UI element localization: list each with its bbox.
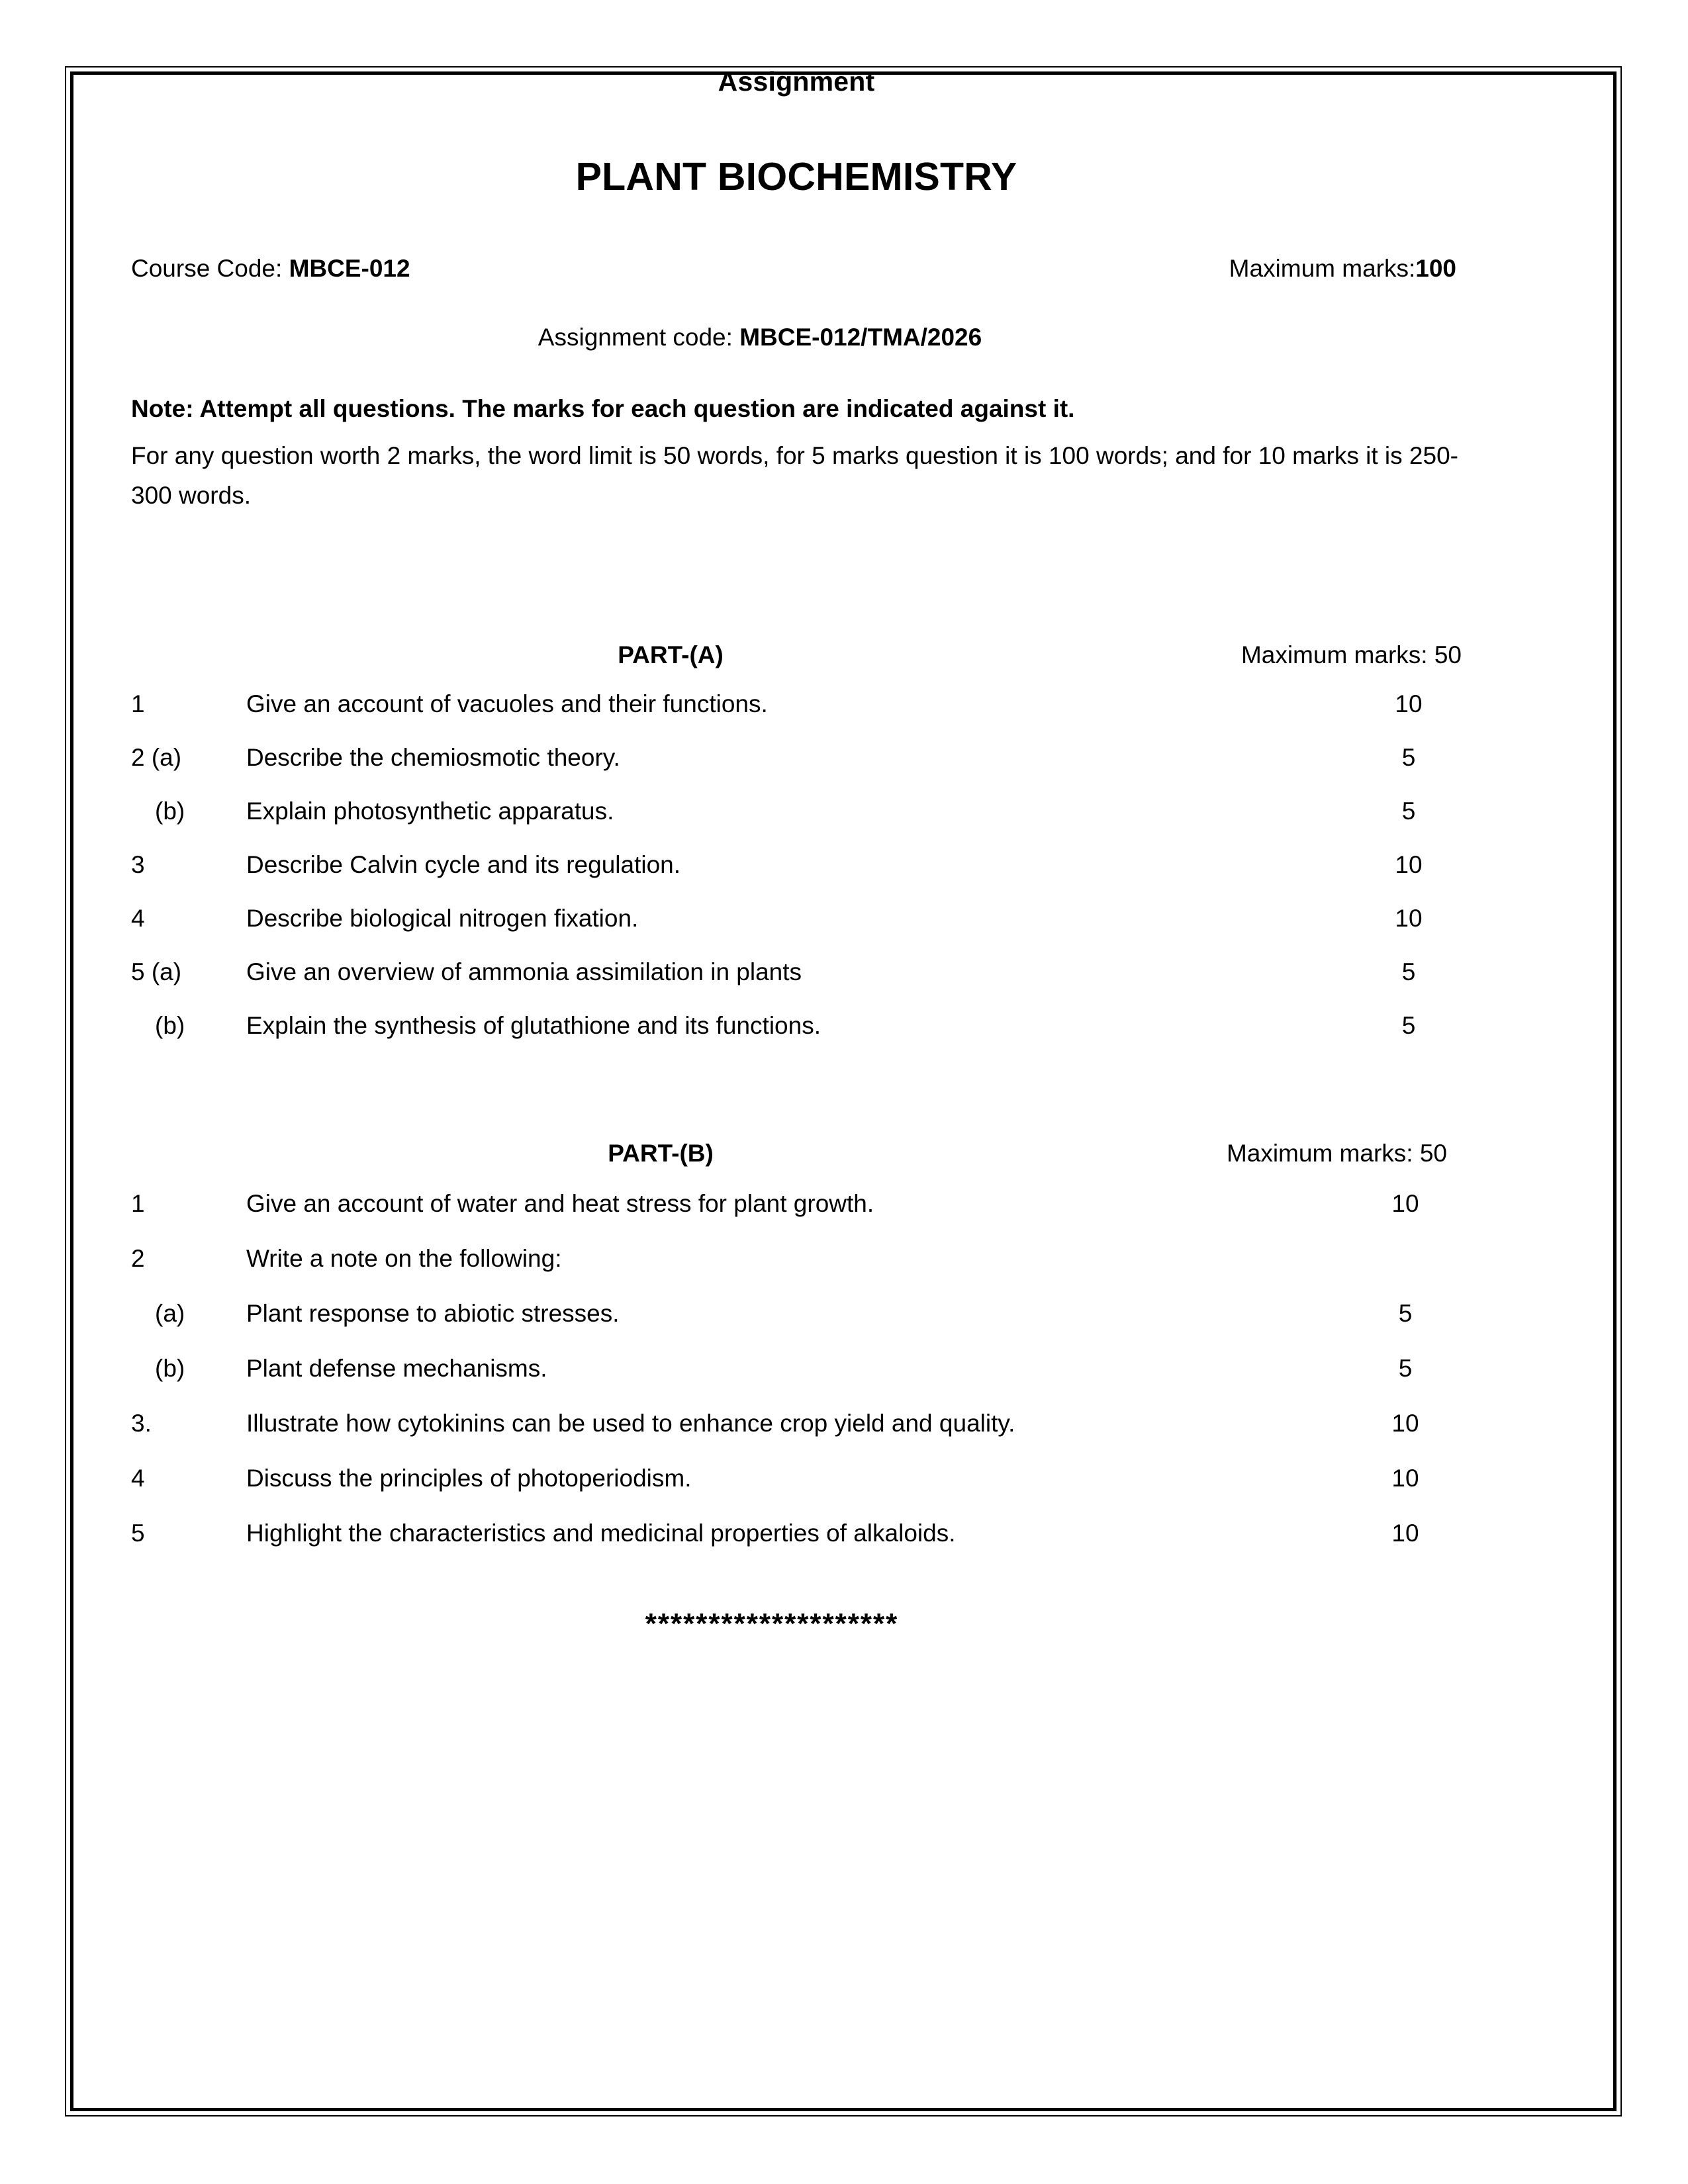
question-label: 2 (a) (131, 743, 182, 771)
question-label: 5 (a) (131, 958, 182, 985)
question-text: Illustrate how cytokinins can be used to enhance crop yield and quality. (246, 1409, 1015, 1437)
part-a-label: PART-(A) (618, 641, 724, 668)
question-text: Discuss the principles of photoperiodism. (246, 1464, 692, 1492)
question-label: (b) (155, 1354, 185, 1382)
question-label: (a) (155, 1299, 185, 1327)
question-marks: 10 (1391, 1409, 1419, 1437)
assignment-code-value: MBCE-012/TMA/2026 (739, 324, 982, 351)
question-text: Give an account of water and heat stress for plant growth. (246, 1189, 874, 1217)
question-marks: 10 (1395, 904, 1423, 932)
question-row (131, 744, 1462, 771)
question-marks: 10 (1391, 1189, 1419, 1217)
question-text: Write a note on the following: (246, 1244, 562, 1272)
question-row (131, 1012, 1462, 1039)
question-label: 5 (131, 1519, 145, 1547)
question-label: 3. (131, 1409, 152, 1437)
part-a-question-list (131, 690, 1462, 1039)
question-marks: 10 (1395, 690, 1423, 717)
question-text: Plant response to abiotic stresses. (246, 1299, 620, 1327)
question-label: 2 (131, 1244, 145, 1272)
page-title: PLANT BIOCHEMISTRY (575, 155, 1017, 199)
question-label: (b) (155, 1011, 185, 1039)
question-label: 4 (131, 904, 145, 932)
question-row (131, 1355, 1462, 1382)
question-label: (b) (155, 797, 185, 825)
maximum-marks-label: Maximum marks: (1229, 255, 1416, 282)
question-text: Describe biological nitrogen fixation. (246, 904, 639, 932)
question-row (131, 851, 1462, 878)
question-marks: 10 (1391, 1464, 1419, 1492)
question-row (131, 1520, 1462, 1547)
note-line: Note: Attempt all questions. The marks for each question are indicated against it. (131, 395, 1075, 422)
question-text: Highlight the characteristics and medicinal properties of alkaloids. (246, 1519, 956, 1547)
note-body: For any question worth 2 marks, the word limit is 50 words, for 5 marks question it is 100 words; and for 10 marks it is 250-300 words. (131, 442, 1458, 509)
part-b-question-list (131, 1190, 1462, 1547)
question-label: 1 (131, 1189, 145, 1217)
question-text: Explain photosynthetic apparatus. (246, 797, 614, 825)
question-marks: 5 (1398, 1354, 1413, 1382)
course-code-row (131, 255, 1462, 283)
assignment-code-row (131, 324, 1462, 351)
question-marks: 5 (1401, 958, 1416, 985)
question-row (131, 905, 1462, 932)
footer-asterisks: ******************** (645, 1607, 899, 1640)
course-code-label: Course Code: (131, 255, 283, 282)
question-marks: 10 (1395, 850, 1423, 878)
question-marks: 5 (1401, 1011, 1416, 1039)
question-marks: 5 (1398, 1299, 1413, 1327)
question-text: Give an account of vacuoles and their functions. (246, 690, 768, 717)
part-a-header (131, 641, 1462, 672)
question-row (131, 1190, 1462, 1217)
question-row (131, 958, 1462, 985)
question-text: Plant defense mechanisms. (246, 1354, 547, 1382)
question-text: Describe the chemiosmotic theory. (246, 743, 620, 771)
question-row (131, 797, 1462, 825)
question-marks: 5 (1401, 743, 1416, 771)
maximum-marks (1229, 255, 1456, 283)
question-row (131, 1300, 1462, 1327)
maximum-marks-value: 100 (1415, 255, 1456, 282)
part-a-maximum-marks: Maximum marks: 50 (1241, 641, 1462, 668)
part-b-maximum-marks: Maximum marks: 50 (1226, 1139, 1447, 1167)
question-text: Give an overview of ammonia assimilation in plants (246, 958, 802, 985)
course-code-value: MBCE-012 (289, 255, 410, 282)
assignment-code-label: Assignment code: (538, 324, 733, 351)
question-label: 3 (131, 850, 145, 878)
question-text: Describe Calvin cycle and its regulation. (246, 850, 681, 878)
question-label: 4 (131, 1464, 145, 1492)
question-marks: 5 (1401, 797, 1416, 825)
part-b-label: PART-(B) (608, 1139, 714, 1167)
document-content (131, 66, 1462, 1641)
question-row (131, 1245, 1462, 1272)
question-row (131, 690, 1462, 717)
question-row (131, 1465, 1462, 1492)
question-marks: 10 (1391, 1519, 1419, 1547)
part-b-header (131, 1140, 1462, 1170)
question-text: Explain the synthesis of glutathione and its functions. (246, 1011, 821, 1039)
question-label: 1 (131, 690, 145, 717)
question-row (131, 1410, 1462, 1437)
document-heading: Assignment (718, 66, 875, 97)
course-code (131, 255, 410, 283)
